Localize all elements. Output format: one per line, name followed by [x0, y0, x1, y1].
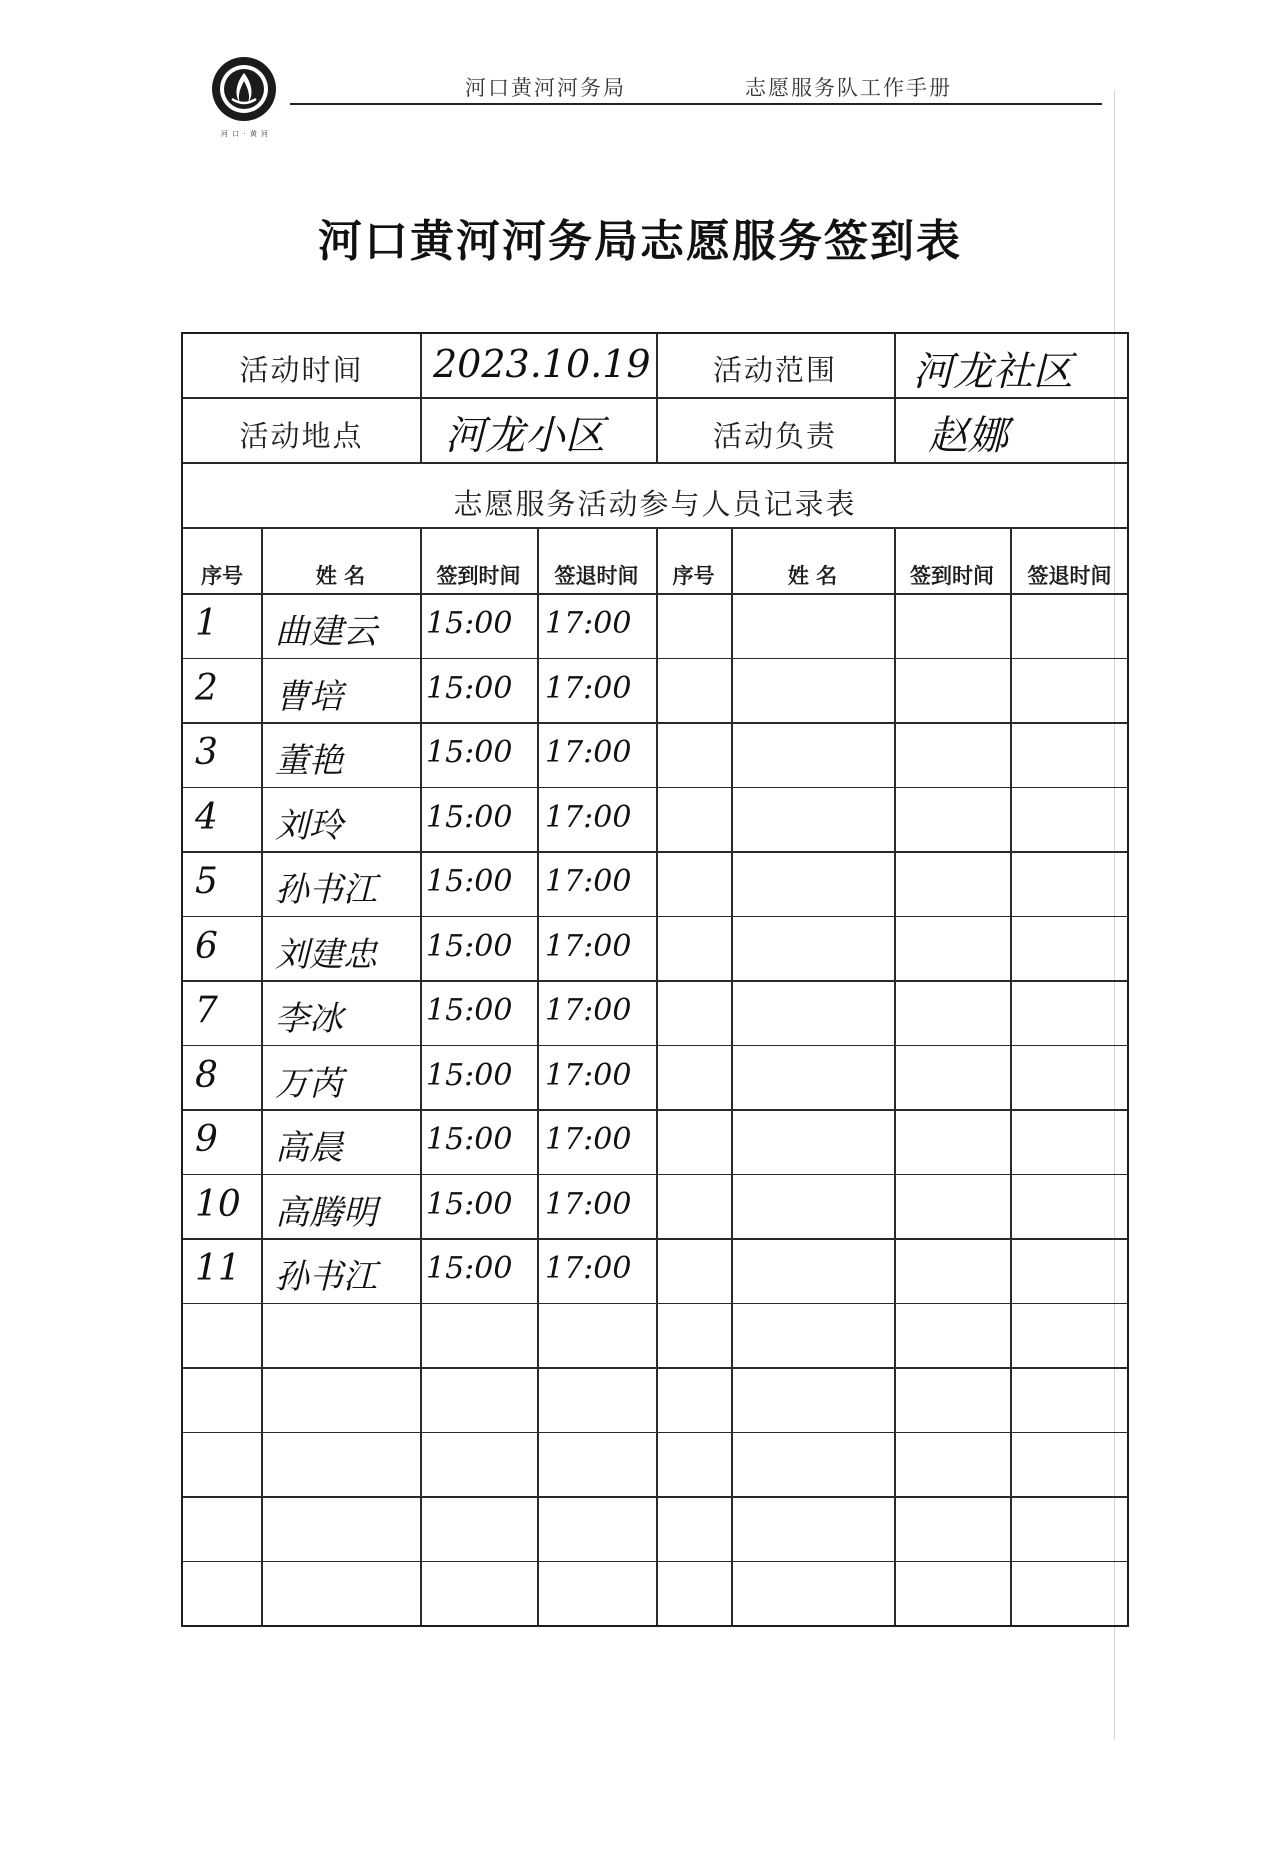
row-sign-out-time: 17:00 [545, 1251, 632, 1287]
activity-lead-value: 赵娜 [928, 413, 1008, 459]
col-header-in-1: 签到时间 [436, 564, 521, 588]
column-divider-3 [537, 527, 539, 1625]
header-rule [290, 103, 1102, 105]
column-divider-1 [261, 527, 263, 1625]
activity-lead-label: 活动负责 [712, 419, 837, 453]
row-divider [183, 1109, 1127, 1111]
row-volunteer-name: 曹培 [275, 676, 343, 717]
row-sign-in-time: 15:00 [426, 1186, 513, 1222]
row-divider [183, 787, 1127, 789]
row-sign-in-time: 15:00 [426, 606, 513, 642]
row-number: 1 [195, 603, 218, 645]
row-divider [183, 1496, 1127, 1498]
column-divider-5 [731, 527, 733, 1625]
row-volunteer-name: 孙书江 [275, 1257, 377, 1298]
activity-place-label: 活动地点 [239, 419, 364, 453]
row-divider [183, 1432, 1127, 1434]
row-volunteer-name: 万芮 [275, 1063, 343, 1104]
info-divider-3 [894, 334, 896, 462]
row-volunteer-name: 刘建忠 [275, 934, 377, 975]
row-sign-out-time: 17:00 [545, 735, 632, 771]
row-divider [183, 1045, 1127, 1047]
row-divider [183, 980, 1127, 982]
row-divider [183, 851, 1127, 853]
row-sign-out-time: 17:00 [545, 1057, 632, 1093]
row-sign-out-time: 17:00 [545, 864, 632, 900]
row-number: 5 [195, 861, 218, 903]
activity-scope-value: 河龙社区 [913, 349, 1073, 395]
row-sign-in-time: 15:00 [426, 1122, 513, 1158]
row-number: 8 [195, 1054, 218, 1096]
row-sign-out-time: 17:00 [545, 670, 632, 706]
row-sign-in-time: 15:00 [426, 1057, 513, 1093]
header-manual-name: 志愿服务队工作手册 [745, 76, 952, 100]
activity-scope-label: 活动范围 [712, 353, 837, 387]
row-volunteer-name: 高晨 [275, 1128, 343, 1169]
row-number: 3 [195, 732, 218, 774]
row-sign-out-time: 17:00 [545, 1186, 632, 1222]
row-sign-in-time: 15:00 [426, 1251, 513, 1287]
row-sign-in-time: 15:00 [426, 670, 513, 706]
row-sign-out-time: 17:00 [545, 1122, 632, 1158]
activity-place-value: 河龙小区 [445, 413, 605, 459]
activity-time-value: 2023.10.19 [433, 342, 651, 386]
column-divider-7 [1010, 527, 1012, 1625]
row-divider [183, 722, 1127, 724]
row-number: 2 [195, 667, 218, 709]
row-sign-out-time: 17:00 [545, 799, 632, 835]
col-header-name-1: 姓 名 [315, 564, 366, 588]
row-volunteer-name: 刘玲 [275, 805, 343, 846]
column-divider-6 [894, 527, 896, 1625]
row-number: 9 [195, 1119, 218, 1161]
row-sign-in-time: 15:00 [426, 735, 513, 771]
column-header-rule [183, 593, 1127, 595]
col-header-out-2: 签退时间 [1027, 564, 1112, 588]
row-divider [183, 1367, 1127, 1369]
row-volunteer-name: 高腾明 [275, 1192, 377, 1233]
info-bottom-rule [183, 462, 1127, 464]
info-row-divider [183, 397, 1127, 399]
row-sign-in-time: 15:00 [426, 993, 513, 1029]
row-divider [183, 1174, 1127, 1176]
row-divider [183, 916, 1127, 918]
row-sign-out-time: 17:00 [545, 928, 632, 964]
sign-in-sheet [181, 332, 1129, 1627]
row-number: 6 [195, 925, 218, 967]
row-divider [183, 1561, 1127, 1563]
activity-time-label: 活动时间 [239, 353, 364, 387]
row-volunteer-name: 李冰 [275, 999, 343, 1040]
document-title: 河口黄河河务局志愿服务签到表 [318, 216, 962, 267]
row-sign-out-time: 17:00 [545, 606, 632, 642]
info-divider-1 [420, 334, 422, 462]
row-sign-out-time: 17:00 [545, 993, 632, 1029]
record-title-rule [183, 527, 1127, 529]
row-number: 11 [195, 1248, 241, 1290]
row-volunteer-name: 孙书江 [275, 870, 377, 911]
col-header-no-2: 序号 [672, 564, 715, 588]
column-divider-2 [420, 527, 422, 1625]
row-divider [183, 1303, 1127, 1305]
col-header-out-1: 签退时间 [554, 564, 639, 588]
row-number: 7 [195, 990, 218, 1032]
row-divider [183, 658, 1127, 660]
col-header-in-2: 签到时间 [910, 564, 994, 588]
row-divider [183, 1238, 1127, 1240]
col-header-name-2: 姓 名 [787, 564, 838, 588]
row-sign-in-time: 15:00 [426, 864, 513, 900]
row-sign-in-time: 15:00 [426, 928, 513, 964]
row-number: 10 [195, 1183, 241, 1225]
col-header-no-1: 序号 [201, 564, 243, 588]
logo-caption: 河 口 · 黄 河 [220, 130, 270, 138]
column-divider-4 [656, 527, 658, 1625]
header-bureau-name: 河口黄河河务局 [465, 76, 626, 100]
record-table-title: 志愿服务活动参与人员记录表 [453, 487, 857, 521]
row-volunteer-name: 董艳 [275, 741, 343, 782]
row-number: 4 [195, 796, 218, 838]
river-bureau-emblem-icon [210, 55, 278, 123]
row-volunteer-name: 曲建云 [275, 612, 377, 653]
row-sign-in-time: 15:00 [426, 799, 513, 835]
